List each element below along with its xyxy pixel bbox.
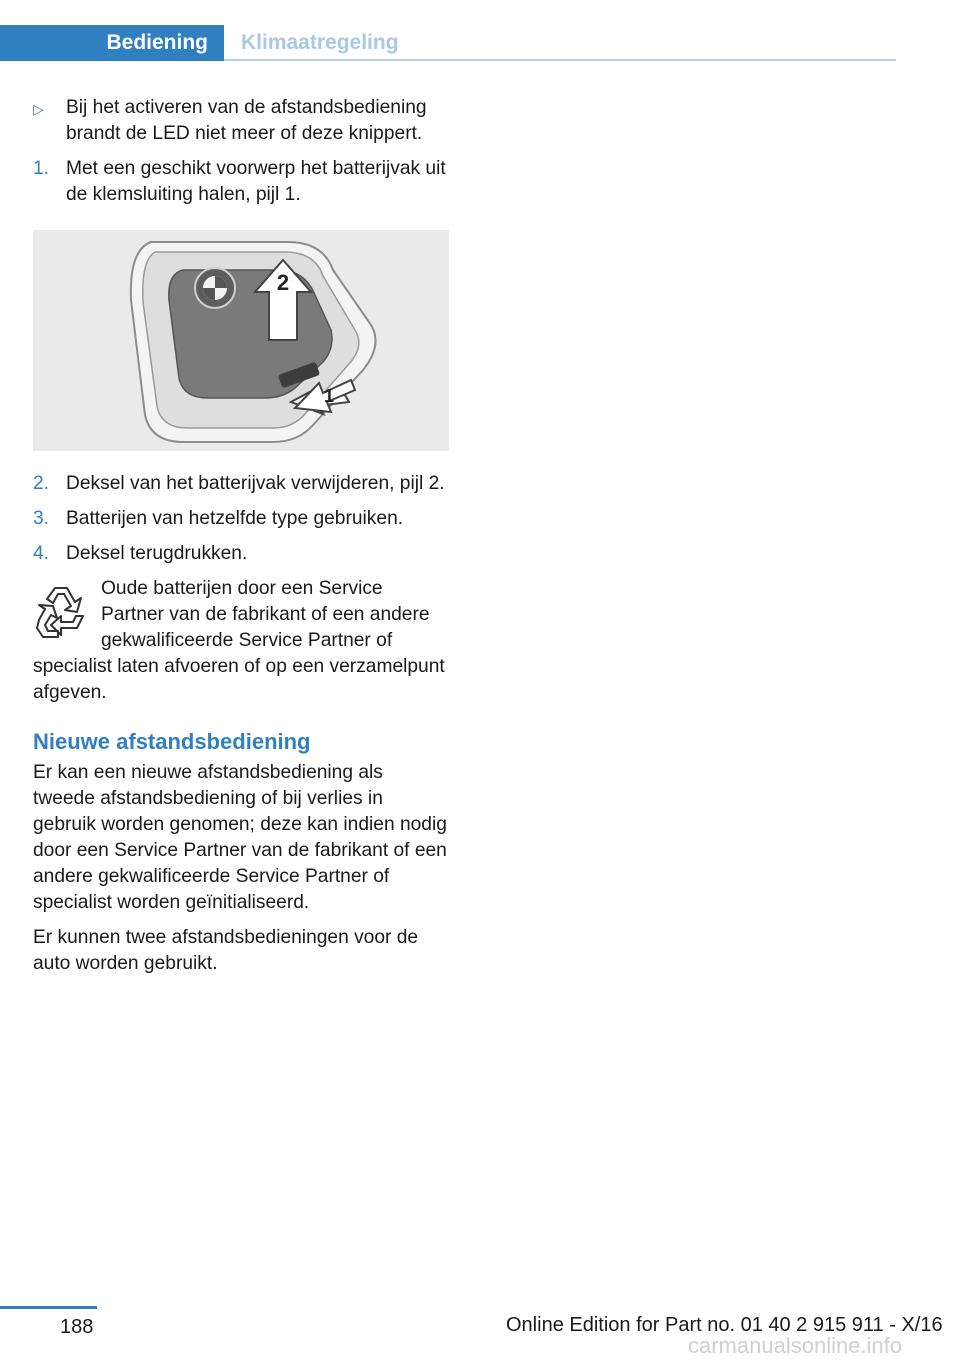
step-3 (33, 506, 449, 532)
tab-klimaatregeling[interactable]: Klimaatregeling (241, 31, 399, 54)
step-number: 4. (33, 543, 50, 564)
triangle-bullet-icon: ▷ (33, 101, 44, 117)
arrow-2-label: 2 (276, 270, 290, 295)
section-title: Nieuwe afstandsbediening (33, 729, 311, 754)
bullet-text: Bij het activeren van de afstandsbediening brandt de LED niet meer of deze knippert. (66, 97, 427, 144)
step-text: Batterijen van hetzelfde type gebruiken. (66, 508, 404, 529)
watermark: carmanualsonline.info (688, 1333, 903, 1358)
key-battery-figure (33, 230, 449, 451)
step-number: 3. (33, 508, 50, 529)
page-number: 188 (60, 1316, 94, 1338)
recycle-icon (33, 582, 89, 640)
step-2 (33, 471, 449, 497)
footer-divider (0, 1306, 97, 1309)
bullet-item-led (33, 95, 449, 147)
step-number: 2. (33, 473, 50, 494)
step-text: Deksel terugdrukken. (66, 543, 248, 564)
tab-bediening[interactable]: Bediening (0, 25, 224, 61)
arrow-1-label: 1 (323, 386, 335, 406)
step-number: 1. (33, 158, 50, 179)
paragraph-new-remote: Er kan een nieuwe afstandsbediening als tweede afstandsbediening of bij verlies in gebruik worden genomen; deze kan indien nodig door een Service Partner van de fabrikant of een andere gekwalificeerde Service Partner of specialist worden geïnitialiseerd. (33, 762, 447, 913)
recycle-note-text: Oude batterijen door een Service Partner van de fabrikant of een andere gekwalificeerde Service Partner of specialist laten afvoeren of op een verzamelpunt afgeven. (33, 578, 445, 703)
step-1 (33, 156, 449, 208)
main-content (33, 95, 449, 986)
page-header (0, 0, 960, 62)
recycle-note (33, 576, 449, 706)
step-text: Deksel van het batterijvak verwijderen, pijl 2. (66, 473, 445, 494)
paragraph-two-remotes: Er kunnen twee afstandsbedieningen voor de auto worden gebruikt. (33, 927, 419, 974)
step-text: Met een geschikt voorwerp het batterijvak uit de klemsluiting halen, pijl 1. (66, 158, 446, 205)
header-divider (224, 59, 896, 61)
step-4 (33, 541, 449, 567)
edition-text: Online Edition for Part no. 01 40 2 915 911 - X/16 (506, 1314, 943, 1336)
